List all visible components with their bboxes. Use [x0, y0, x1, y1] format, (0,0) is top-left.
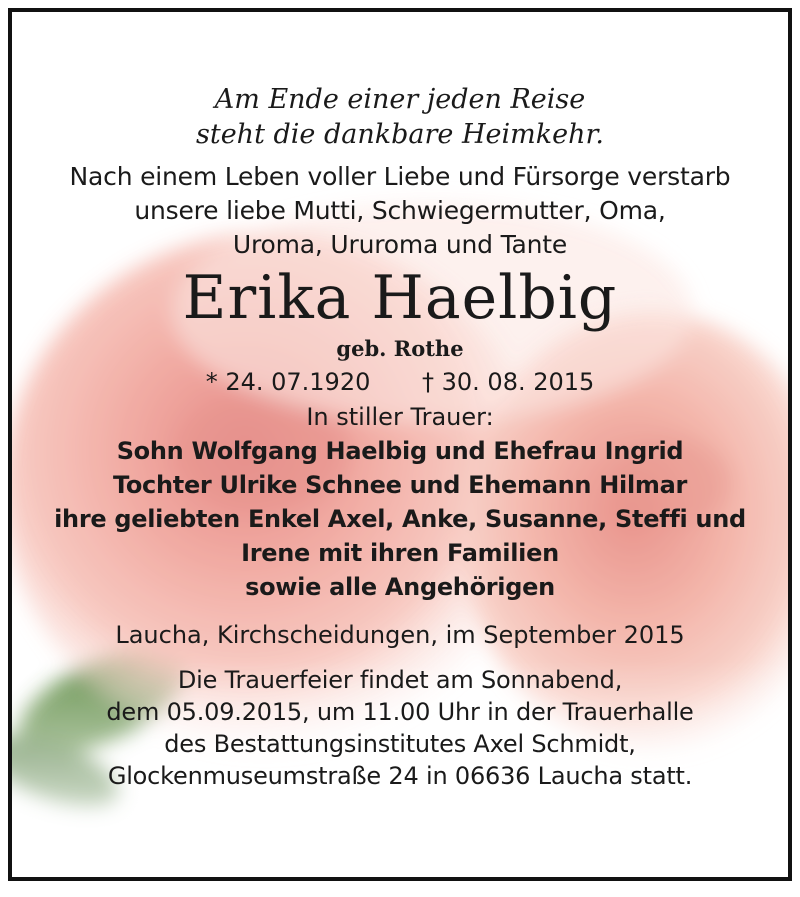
- place-and-date: Laucha, Kirchscheidungen, im September 2015: [115, 621, 685, 649]
- motto-verse: [12, 82, 788, 152]
- birth-name: geb. Rothe: [336, 336, 464, 361]
- mourner-line: ihre geliebten Enkel Axel, Anke, Susanne, Steffi und: [54, 505, 746, 533]
- mourners-list: [12, 434, 788, 604]
- service-line-4: Glockenmuseumstraße 24 in 06636 Laucha statt.: [107, 762, 693, 790]
- intro-line-1: Nach einem Leben voller Liebe und Fürsorge verstarb: [69, 162, 731, 191]
- motto-line-2: steht die dankbare Heimkehr.: [196, 119, 604, 150]
- birth-date: * 24. 07.1920: [205, 368, 371, 396]
- death-date: † 30. 08. 2015: [422, 368, 595, 396]
- funeral-service-info: [12, 664, 788, 792]
- intro-line-3: Uroma, Ururoma und Tante: [232, 230, 568, 259]
- motto-line-1: Am Ende einer jeden Reise: [214, 84, 586, 115]
- mourner-line: Tochter Ulrike Schnee und Ehemann Hilmar: [112, 471, 688, 499]
- death-announcement: [12, 160, 788, 262]
- mourner-line: Irene mit ihren Familien: [241, 539, 559, 567]
- service-line-1: Die Trauerfeier findet am Sonnabend,: [177, 666, 623, 694]
- service-line-3: des Bestattungsinstitutes Axel Schmidt,: [164, 730, 636, 758]
- deceased-name: Erika Haelbig: [182, 263, 618, 333]
- obituary-notice: [8, 8, 792, 881]
- life-dates: [12, 364, 788, 400]
- mourners-heading: In stiller Trauer:: [306, 403, 494, 431]
- notice-content: [12, 12, 788, 792]
- intro-line-2: unsere liebe Mutti, Schwiegermutter, Oma,: [134, 196, 666, 225]
- mourner-line: Sohn Wolfgang Haelbig und Ehefrau Ingrid: [116, 437, 684, 465]
- service-line-2: dem 05.09.2015, um 11.00 Uhr in der Trauerhalle: [106, 698, 694, 726]
- mourner-line: sowie alle Angehörigen: [245, 573, 555, 601]
